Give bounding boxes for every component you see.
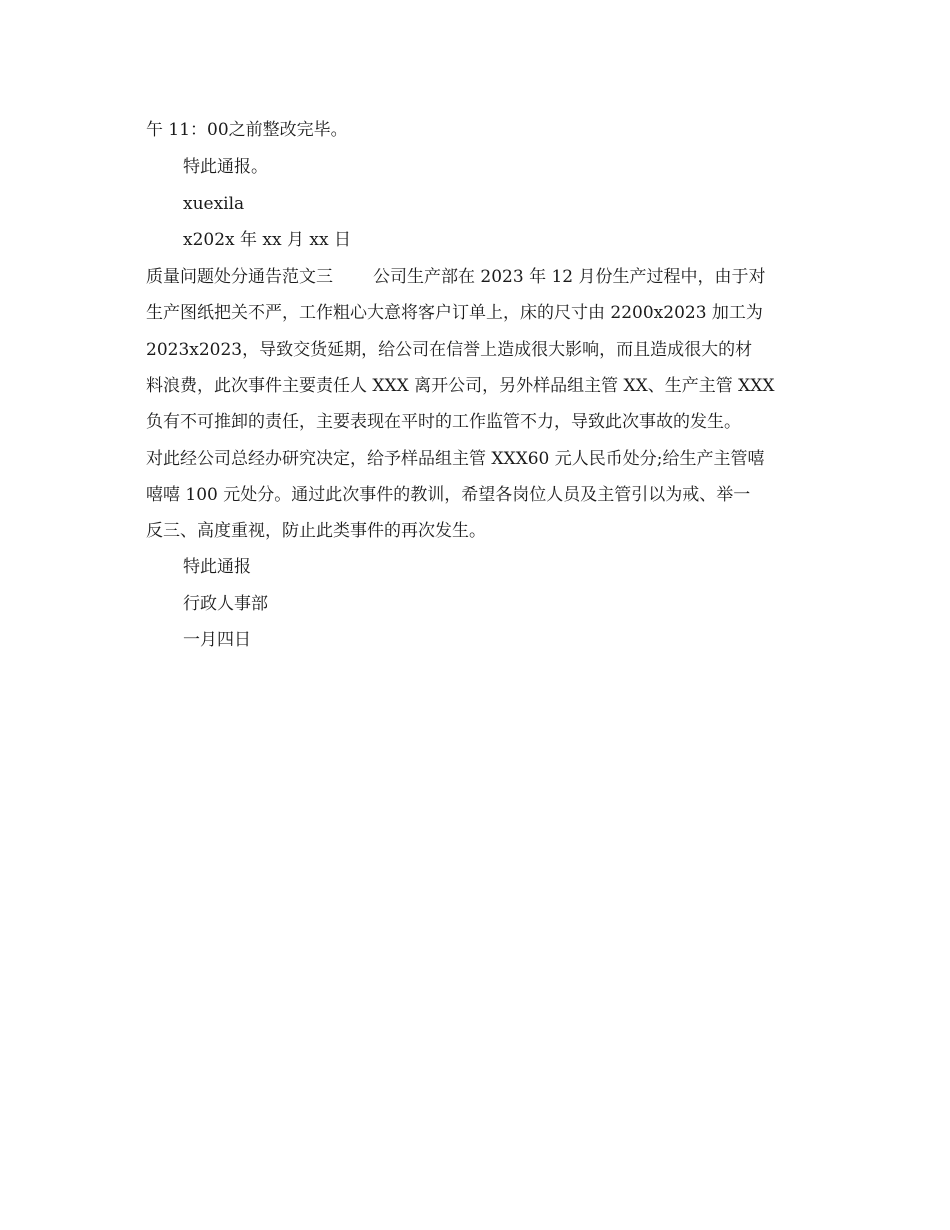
signature-name: xuexila xyxy=(183,194,245,214)
signature-date: x202x 年 xx 月 xx 日 xyxy=(183,230,351,250)
notice-closing: 特此通报。 xyxy=(183,157,268,177)
text-line: 料浪费，此次事件主要责任人 XXX 离开公司，另外样品组主管 XX、生产主管 XXX xyxy=(146,376,775,396)
text-line: 生产图纸把关不严，工作粗心大意将客户订单上，床的尺寸由 2200x2023 加工为 xyxy=(146,303,763,323)
text-line: 嘻嘻 100 元处分。通过此次事件的教训，希望各岗位人员及主管引以为戒、举一 xyxy=(146,485,751,505)
section-title-line xyxy=(146,267,766,287)
text-line: 2023x2023，导致交货延期，给公司在信誉上造成很大影响，而且造成很大的材 xyxy=(146,340,753,360)
section-title: 质量问题处分通告范文三 xyxy=(146,267,333,287)
text-line: 对此经公司总经办研究决定，给予样品组主管 XXX60 元人民币处分;给生产主管嘻 xyxy=(146,449,765,469)
department-signature: 行政人事部 xyxy=(183,594,268,614)
paragraph-start: 公司生产部在 2023 年 12 月份生产过程中，由于对 xyxy=(373,267,766,287)
text-line: 负有不可推卸的责任，主要表现在平时的工作监管不力，导致此次事故的发生。 xyxy=(146,412,741,432)
text-line: 午 11：00之前整改完毕。 xyxy=(146,120,348,140)
text-line: 反三、高度重视，防止此类事件的再次发生。 xyxy=(146,521,486,541)
signature-date: 一月四日 xyxy=(183,630,251,650)
notice-closing: 特此通报 xyxy=(183,557,251,577)
